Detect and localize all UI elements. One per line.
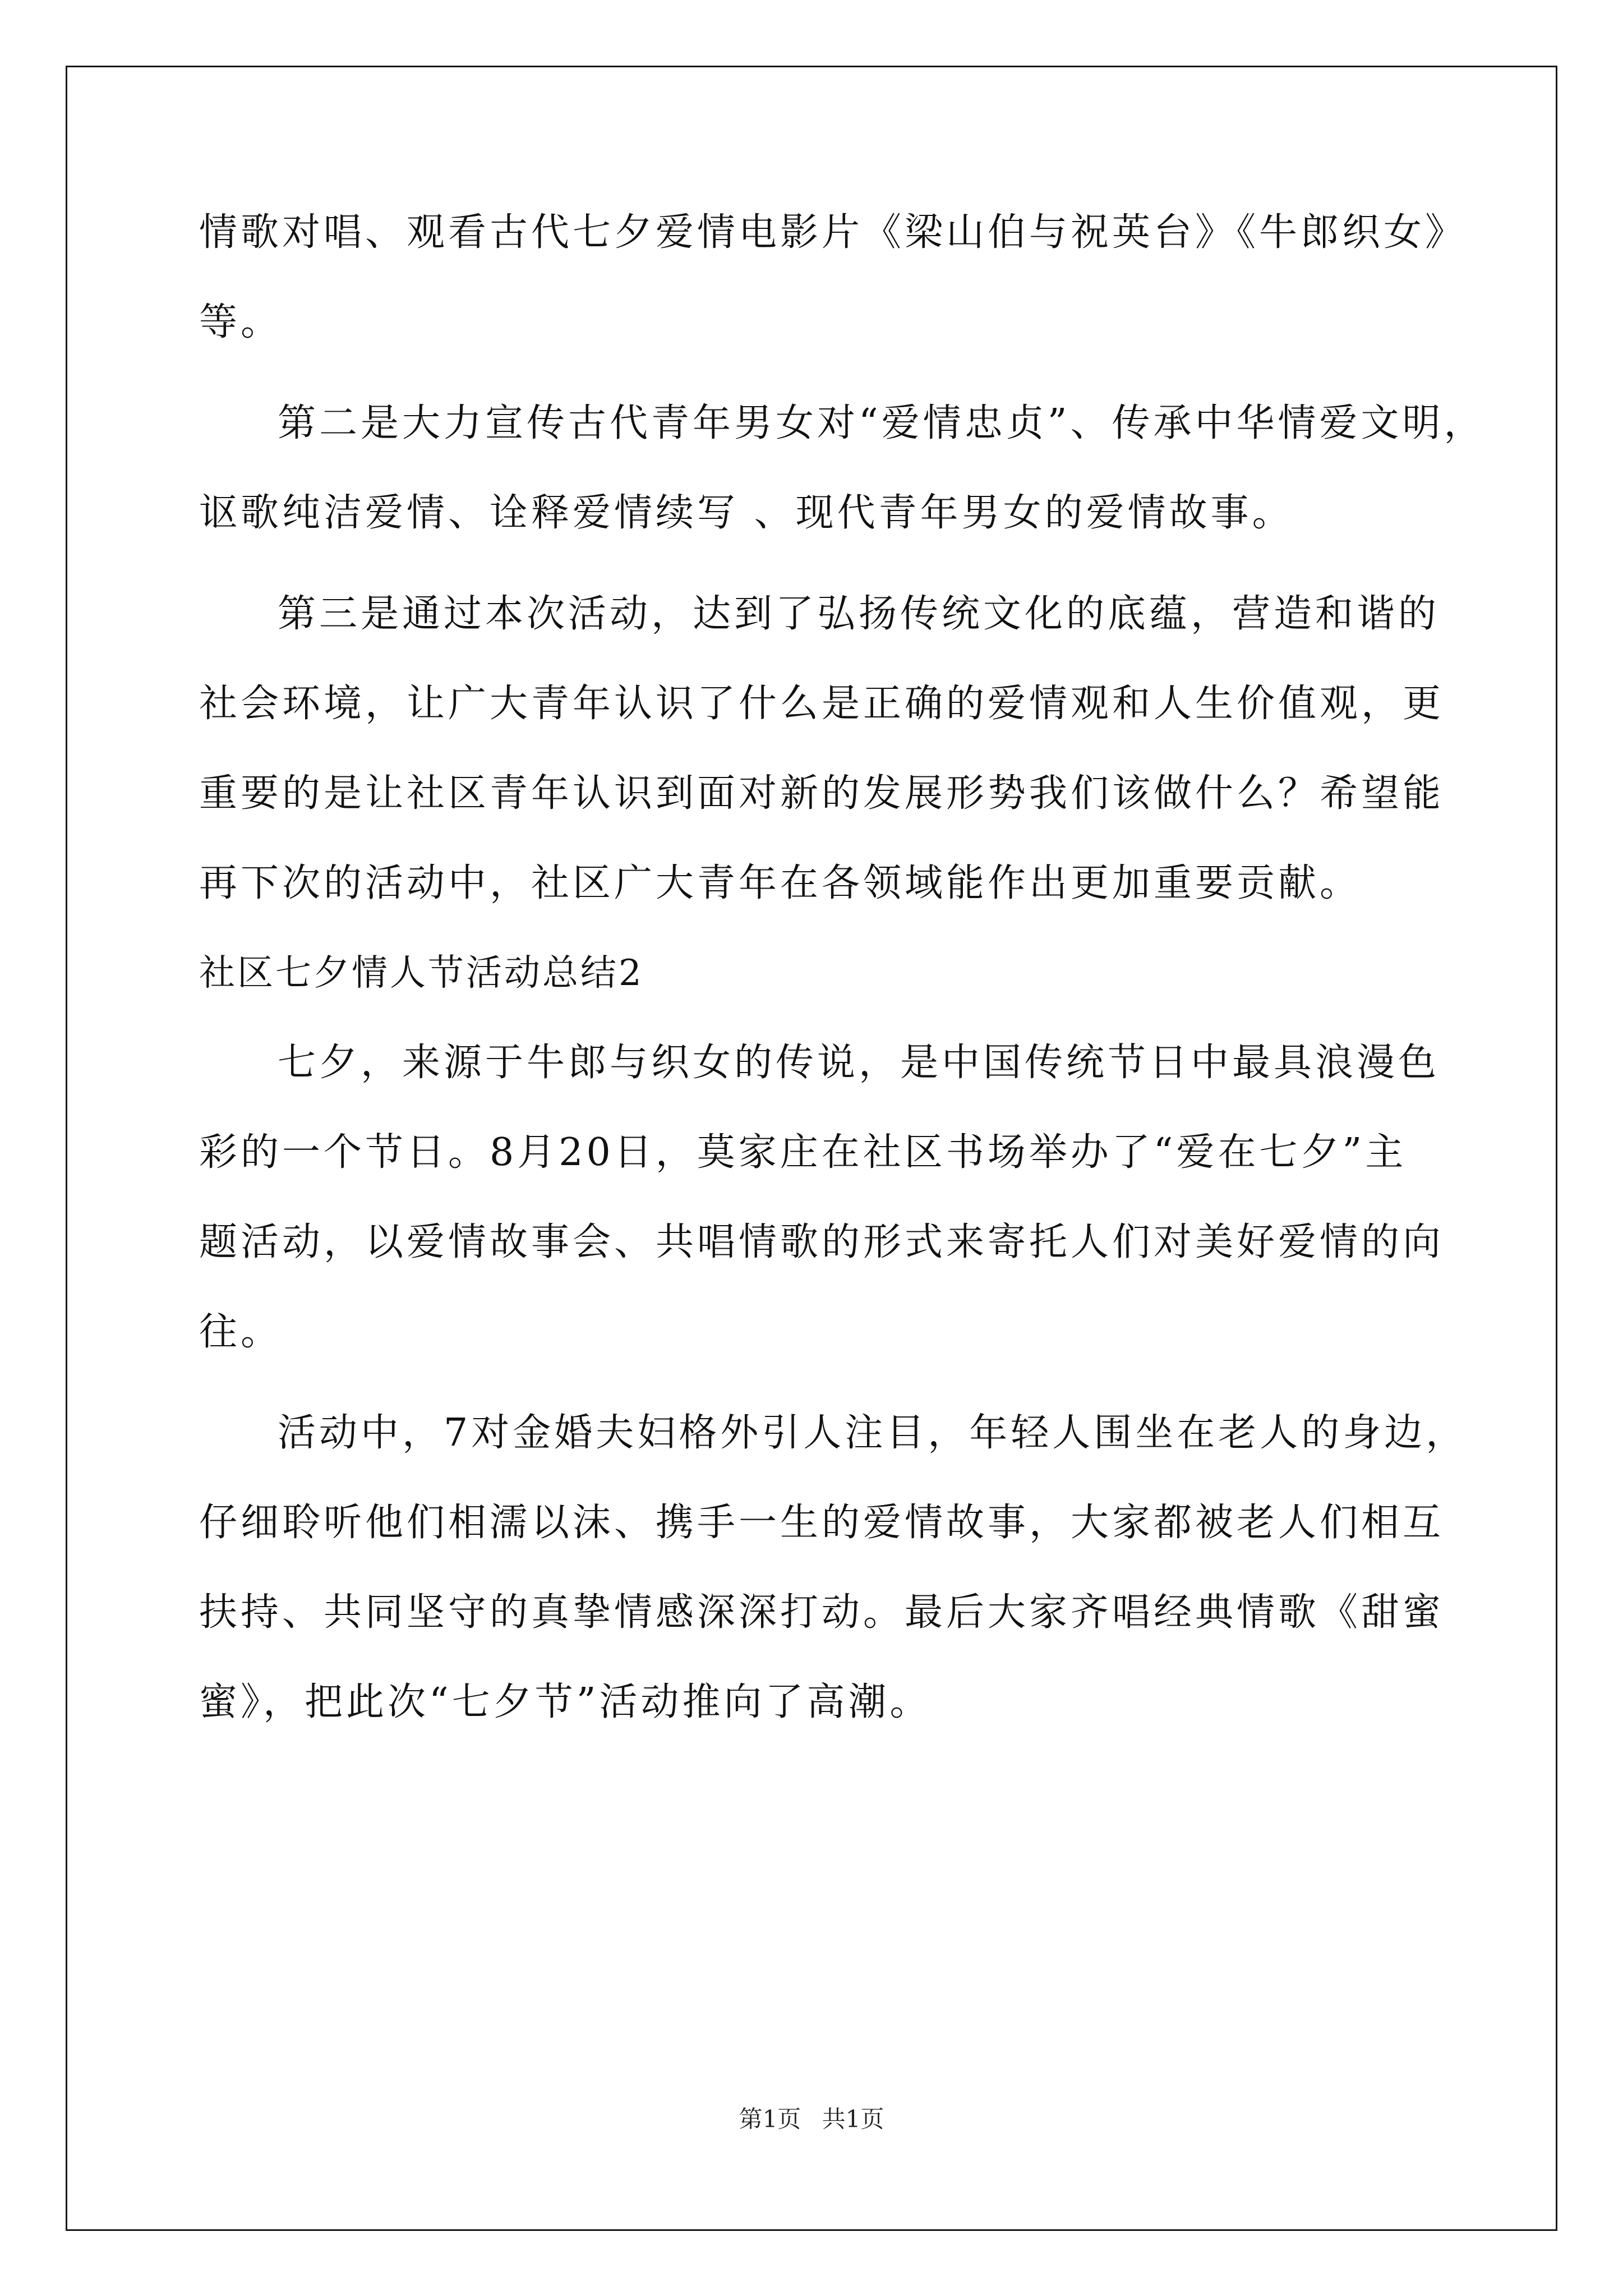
text-line: 题活动，以爱情故事会、共唱情歌的形式来寄托人们对美好爱情的向 bbox=[199, 1220, 1445, 1264]
text-line: 蜜》，把此次“七夕节”活动推向了高潮。 bbox=[199, 1680, 932, 1724]
text-line: 讴歌纯洁爱情、诠释爱情续写 、现代青年男女的爱情故事。 bbox=[199, 491, 1294, 535]
text-line: 等。 bbox=[199, 300, 283, 344]
page-number: 第1页 bbox=[739, 2105, 801, 2133]
page-total: 共1页 bbox=[822, 2105, 884, 2133]
section-heading: 社区七夕情人节活动总结2 bbox=[199, 953, 644, 994]
text-line: 重要的是让社区青年认识到面对新的发展形势我们该做什么？希望能 bbox=[199, 771, 1445, 816]
text-line: 往。 bbox=[199, 1310, 283, 1354]
text-line: 彩的一个节日。8月20日，莫家庄在社区书场举办了“爱在七夕”主 bbox=[199, 1130, 1407, 1175]
text-line: 仔细聆听他们相濡以沫、携手一生的爱情故事，大家都被老人们相互 bbox=[199, 1501, 1445, 1545]
text-line: 七夕，来源于牛郎与织女的传说，是中国传统节日中最具浪漫色 bbox=[278, 1041, 1440, 1085]
text-line: 情歌对唱、观看古代七夕爱情电影片《梁山伯与祝英台》《牛郎织女》 bbox=[199, 210, 1467, 255]
text-line: 第三是通过本次活动，达到了弘扬传统文化的底蕴，营造和谐的 bbox=[278, 592, 1440, 636]
page-footer bbox=[0, 2102, 1623, 2136]
text-line: 社会环境，让广大青年认识了什么是正确的爱情观和人生价值观，更 bbox=[199, 682, 1445, 726]
text-line: 活动中，7对金婚夫妇格外引人注目，年轻人围坐在老人的身边， bbox=[278, 1411, 1468, 1455]
text-line: 再下次的活动中，社区广大青年在各领域能作出更加重要贡献。 bbox=[199, 861, 1362, 905]
text-line: 扶持、共同坚守的真挚情感深深打动。最后大家齐唱经典情歌《甜蜜 bbox=[199, 1590, 1445, 1635]
text-line: 第二是大力宣传古代青年男女对“爱情忠贞”、传承中华情爱文明， bbox=[278, 401, 1486, 445]
